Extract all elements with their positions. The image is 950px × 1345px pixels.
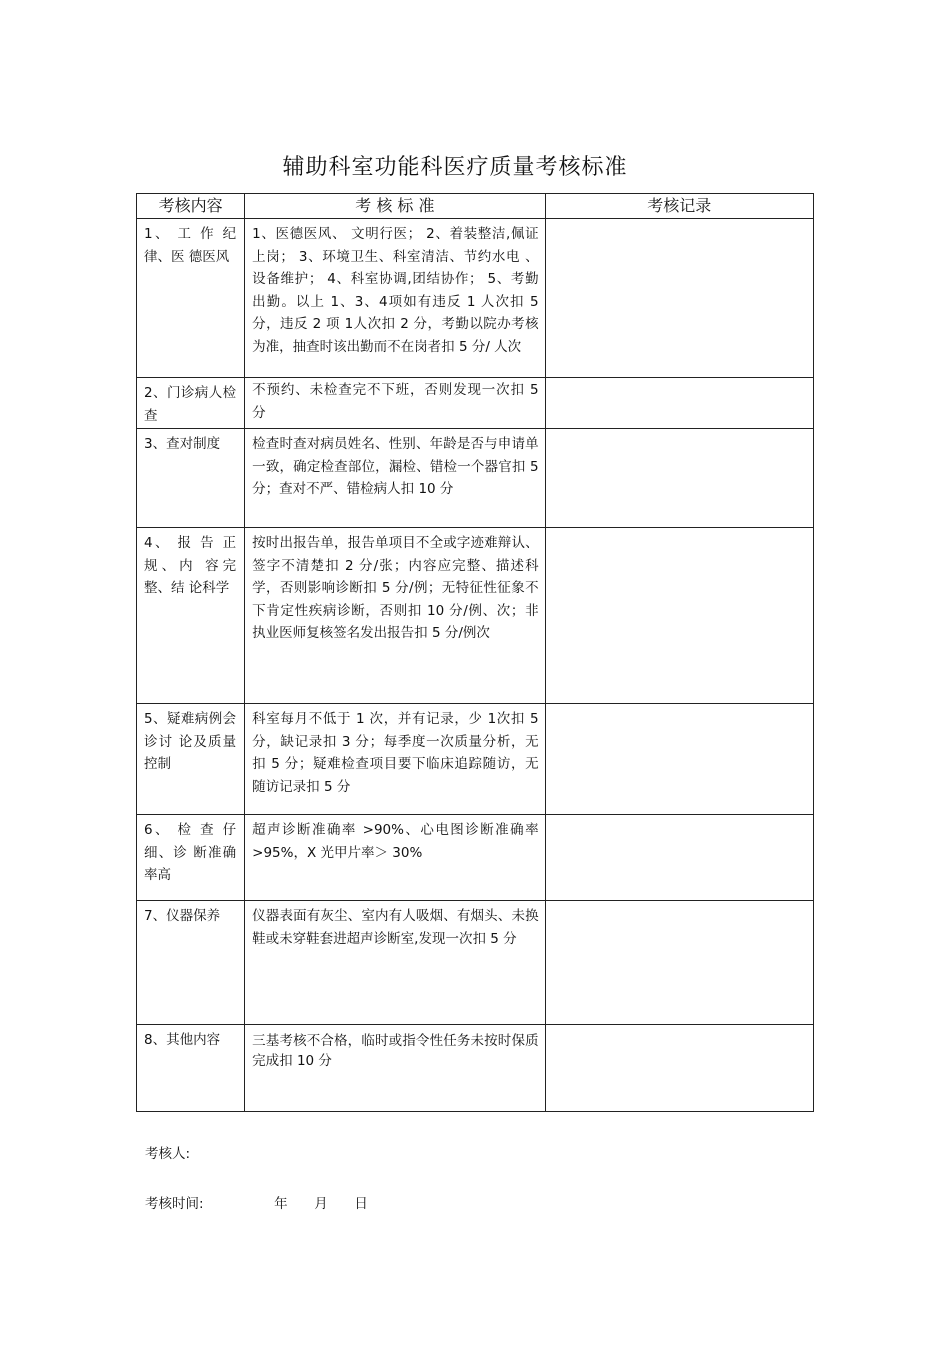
column-header-content: 考核内容: [137, 194, 245, 219]
row-record-cell[interactable]: [545, 901, 813, 1025]
date-day: 日: [354, 1196, 368, 1212]
examiner-label: 考核人:: [145, 1146, 191, 1162]
exam-time-label: 考核时间:: [145, 1196, 204, 1212]
table-header-row: [137, 194, 814, 219]
row-record-cell[interactable]: [545, 219, 813, 378]
row-criteria: 检查时查对病员姓名、性别、年龄是否与申请单一致，确定检查部位，漏检、错检一个器官扣 5 分；查对不严、错检病人扣 10 分: [252, 436, 539, 497]
row-label: 8、其他内容: [144, 1032, 221, 1048]
row-record-cell[interactable]: [545, 429, 813, 528]
row-label: 1、 工 作 纪律、医 德医风: [144, 226, 237, 265]
date-year: 年: [274, 1196, 288, 1212]
row-criteria: 科室每月不低于 1 次，并有记录，少 1次扣 5 分，缺记录扣 3 分；每季度一次质量分析，无扣 5 分；疑难检查项目要下临床追踪随访，无随访记录扣 5 分: [252, 711, 539, 795]
exam-time-row: [145, 1192, 368, 1212]
row-criteria: 三基考核不合格，临时或指令性任务未按时保质完成扣 10 分: [252, 1033, 539, 1069]
row-record-cell[interactable]: [545, 528, 813, 704]
column-header-standard: 考 核 标 准: [245, 194, 545, 219]
row-record-cell[interactable]: [545, 704, 813, 815]
row-record-cell[interactable]: [545, 378, 813, 429]
row-record-cell[interactable]: [545, 815, 813, 901]
row-criteria: 1、医德医风、 文明行医； 2、着装整洁,佩证上岗； 3、环境卫生、科室清洁、节约水电 、设备维护； 4、科室协调,团结协作； 5、考勤出勤。以上 1、3、4项如有违反 1 人次扣 5 分，违反 2 项 1人次扣 2 分，考勤以院办考核为准，抽查时该出勤而不在岗者扣 5 分/ 人次: [252, 226, 539, 355]
row-criteria: 按时出报告单，报告单项目不全或字迹难辩认、 签字不清楚扣 2 分/张；内容应完整、描述科学，否则影响诊断扣 5 分/例；无特征性征象不下肯定性疾病诊断，否则扣 10 分/例、次；非执业医师复核签名发出报告扣 5 分/例次: [252, 535, 539, 641]
row-label: 2、门诊病人检查: [144, 385, 237, 424]
table-row: [137, 704, 814, 815]
row-label: 4、 报 告 正规、内 容完整、结 论科学: [144, 535, 237, 596]
table-row: [137, 1025, 814, 1112]
row-label: 3、查对制度: [144, 436, 221, 452]
row-criteria: 不预约、未检查完不下班，否则发现一次扣 5 分: [252, 382, 539, 421]
table-row: [137, 901, 814, 1025]
row-label: 7、仪器保养: [144, 908, 221, 924]
row-criteria: 超声诊断准确率 >90%、心电图诊断准确率>95%，X 光甲片率＞ 30%: [252, 822, 539, 861]
column-header-record: 考核记录: [545, 194, 813, 219]
table-row: [137, 219, 814, 378]
table-row: [137, 378, 814, 429]
assessment-table: [136, 193, 814, 1112]
row-criteria: 仪器表面有灰尘、室内有人吸烟、有烟头、未换鞋或未穿鞋套进超声诊断室,发现一次扣 5 分: [252, 908, 539, 947]
table-row: [137, 429, 814, 528]
row-label: 5、疑难病例会诊讨 论及质量控制: [144, 711, 237, 772]
date-month: 月: [314, 1196, 328, 1212]
table-row: [137, 815, 814, 901]
row-record-cell[interactable]: [545, 1025, 813, 1112]
table-row: [137, 528, 814, 704]
row-label: 6、 检 查 仔细、诊 断准确率高: [144, 822, 237, 883]
page-title: 辅助科室功能科医疗质量考核标准: [282, 155, 628, 180]
